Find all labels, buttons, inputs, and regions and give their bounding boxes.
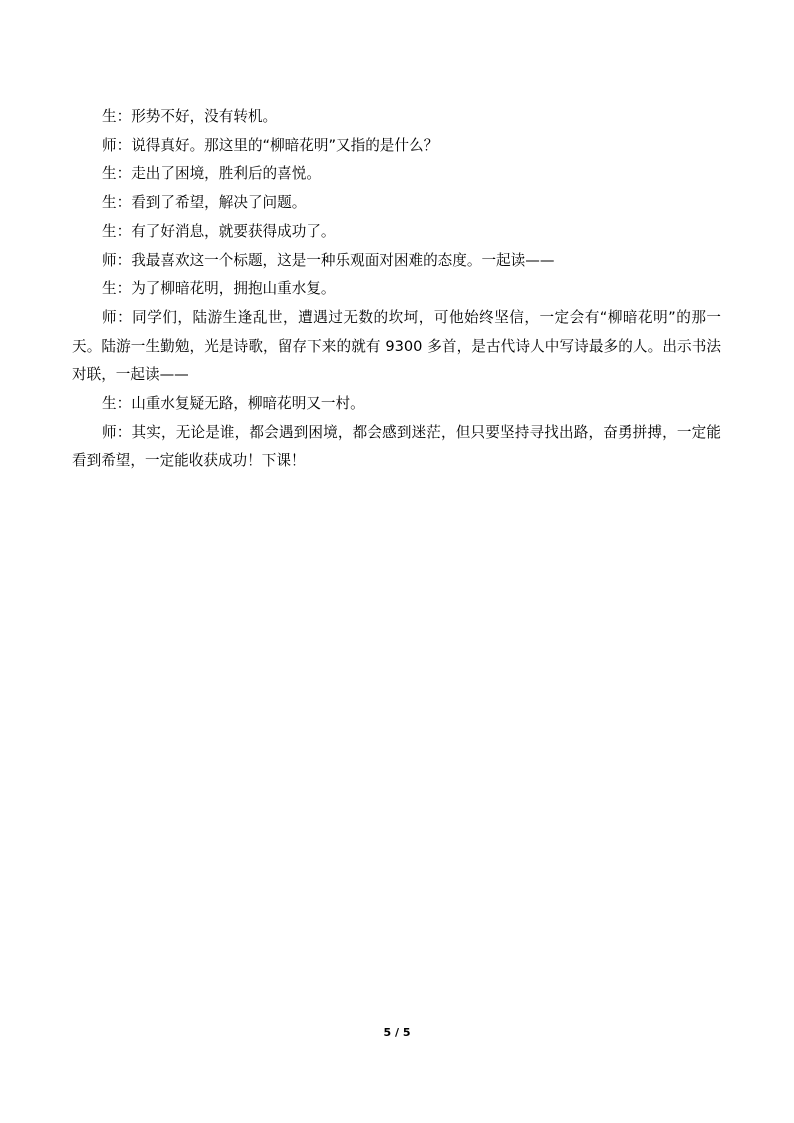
dialogue-paragraph: 生：形势不好，没有转机。 <box>102 108 278 125</box>
dialogue-paragraph: 师：其实，无论是谁，都会遇到困境，都会感到迷茫，但只要坚持寻找出路，奋勇拼搏，一定能看到希望，一定能收获成功！下课！ <box>72 423 721 470</box>
document-body <box>72 103 721 476</box>
page-number: 5 / 5 <box>383 1026 411 1039</box>
dialogue-paragraph: 师：同学们，陆游生逢乱世，遭遇过无数的坎坷，可他始终坚信，一定会有“柳暗花明”的那一天。陆游一生勤勉，光是诗歌，留存下来的就有 9300 多首，是古代诗人中写诗最多的人。出示书法对联，一起读—— <box>72 308 721 384</box>
dialogue-paragraph: 生：有了好消息，就要获得成功了。 <box>102 222 336 240</box>
dialogue-paragraph: 师：我最喜欢这一个标题，这是一种乐观面对困难的态度。一起读—— <box>102 251 555 269</box>
dialogue-paragraph: 生：山重水复疑无路，柳暗花明又一村。 <box>102 395 365 413</box>
dialogue-paragraph: 生：看到了希望，解决了问题。 <box>102 194 307 212</box>
dialogue-paragraph: 生：走出了困境，胜利后的喜悦。 <box>102 165 321 183</box>
dialogue-paragraph: 师：说得真好。那这里的“柳暗花明”又指的是什么？ <box>102 136 439 154</box>
dialogue-paragraph: 生：为了柳暗花明，拥抱山重水复。 <box>102 280 336 298</box>
